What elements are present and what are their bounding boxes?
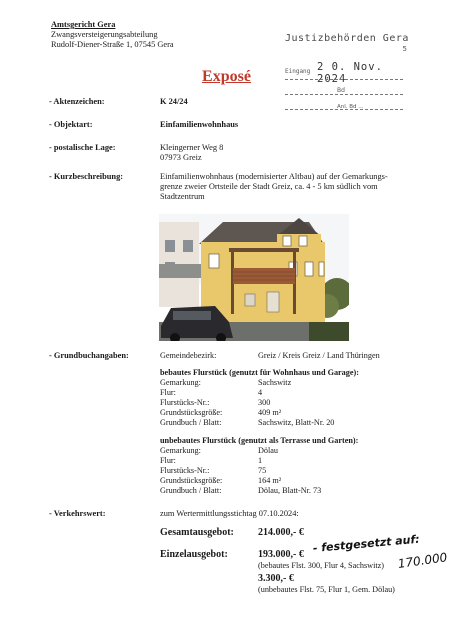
bebaut-row-label: Flur: [160, 388, 176, 397]
bebaut-row-value: 300 [258, 398, 271, 407]
unbebaut-row-value: 75 [258, 466, 267, 475]
einzelausgebot-note-2: (unbebautes Flst. 75, Flur 1, Gem. Dölau) [258, 585, 395, 594]
court-department: Zwangsversteigerungsabteilung [51, 30, 158, 39]
verkehrswert-label: - Verkehrswert: [49, 509, 106, 518]
unbebaut-row-value: 1 [258, 456, 263, 465]
unbebaut-row-label: Grundbuch / Blatt: [160, 486, 222, 495]
einzelausgebot-value-1: 193.000,- € [258, 549, 304, 560]
bebaut-row-value: 409 m² [258, 408, 282, 417]
unbebaut-heading: unbebautes Flurstück (genutzt als Terrasse und Garten): [160, 436, 359, 445]
bebaut-row-label: Flurstücks-Nr.: [160, 398, 210, 407]
unbebaut-row-value: 164 m² [258, 476, 282, 485]
stamp-date: 2 0. Nov. 2024 [317, 61, 383, 85]
bebaut-row-label: Gemarkung: [160, 378, 201, 387]
einzelausgebot-note-1: (bebautes Flst. 300, Flur 4, Sachswitz) [258, 561, 384, 570]
stamp-title: Justizbehörden Gera [285, 33, 409, 44]
bebaut-row-value: Sachswitz [258, 378, 292, 387]
gesamtausgebot-label: Gesamtausgebot: [160, 527, 234, 538]
lage-line2: 07973 Greiz [160, 153, 202, 162]
stichtag-text: zum Wertermittlungsstichtag 07.10.2024: [160, 509, 299, 518]
handwritten-note-2: 170.000 [397, 550, 449, 571]
document-title: Exposé [202, 68, 251, 85]
stamp-eingang: Eingang [285, 68, 311, 75]
unbebaut-row-label: Gemarkung: [160, 446, 201, 455]
court-header [51, 20, 174, 50]
kurzbeschreibung-line2: grenze zweier Ortsteile der Stadt Greiz, ca. 4 - 5 km südlich vom [160, 182, 378, 191]
gemeinde-value: Greiz / Kreis Greiz / Land Thüringen [258, 351, 380, 360]
aktenzeichen-label: - Aktenzeichen: [49, 97, 105, 106]
stamp-number: 5 [402, 45, 407, 53]
gesamtausgebot-value: 214.000,- € [258, 527, 304, 538]
unbebaut-row-value: Dölau, Blatt-Nr. 73 [258, 486, 322, 495]
objektart-value: Einfamilienwohnhaus [160, 120, 239, 129]
lage-line1: Kleingerner Weg 8 [160, 143, 224, 152]
kurzbeschreibung-line1: Einfamilienwohnhaus (modernisierter Altbau) auf der Gemarkungs- [160, 172, 388, 181]
court-address: Rudolf-Diener-Straße 1, 07545 Gera [51, 40, 174, 49]
stamp-bd: Bd [337, 87, 345, 94]
unbebaut-row-label: Flurstücks-Nr.: [160, 466, 210, 475]
bebaut-row-value: 4 [258, 388, 263, 397]
kurzbeschreibung-label: - Kurzbeschreibung: [49, 172, 124, 181]
bebaut-row-value: Sachswitz, Blatt-Nr. 20 [258, 418, 335, 427]
unbebaut-row-label: Grundstücksgröße: [160, 476, 223, 485]
aktenzeichen-value: K 24/24 [160, 97, 188, 106]
unbebaut-row-label: Flur: [160, 456, 176, 465]
einzelausgebot-value-2: 3.300,- € [258, 573, 294, 584]
house-photo [159, 214, 349, 341]
einzelausgebot-label: Einzelausgebot: [160, 549, 228, 560]
court-name: Amtsgericht Gera [51, 20, 116, 29]
objektart-label: - Objektart: [49, 120, 93, 129]
unbebaut-row-value: Dölau [258, 446, 279, 455]
stamp-extra: Anl. Bd ... [337, 104, 364, 110]
bebaut-row-label: Grundbuch / Blatt: [160, 418, 222, 427]
handwritten-note-1: - festgesetzt auf: [312, 532, 421, 555]
bebaut-row-label: Grundstücksgröße: [160, 408, 223, 417]
bebaut-heading: bebautes Flurstück (genutzt für Wohnhaus und Garage): [160, 368, 359, 377]
stamp-line [285, 94, 403, 95]
grundbuch-label: - Grundbuchangaben: [49, 351, 129, 360]
gemeinde-label: Gemeindebezirk: [160, 351, 217, 360]
lage-label: - postalische Lage: [49, 143, 116, 152]
kurzbeschreibung-line3: Stadtzentrum [160, 192, 205, 201]
